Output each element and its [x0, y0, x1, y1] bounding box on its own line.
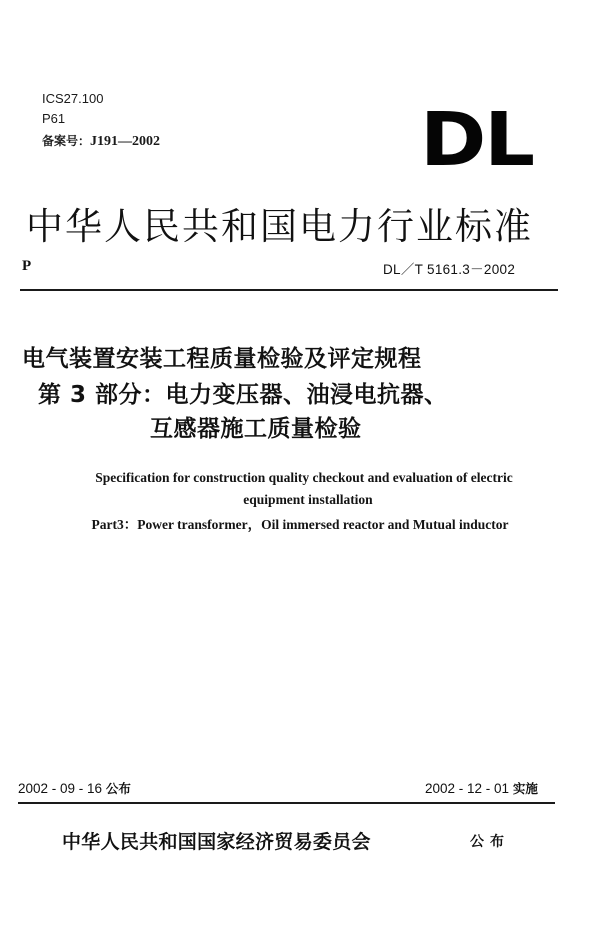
dl-logo: DL: [420, 97, 533, 183]
en-title-line-1: Specification for construction quality checkout and evaluation of electric: [95, 470, 513, 485]
cn-title-line-2: 第 3 部分：电力变压器、油浸电抗器、: [38, 382, 448, 408]
en-title-line-3: Part3：Power transformer，Oil immersed reactor and Mutual inductor: [91, 517, 509, 532]
issuing-action: 公布: [470, 834, 510, 850]
implement-date: 2002 - 12 - 01: [425, 781, 513, 796]
standard-number: DL／T 5161.3－2002: [383, 262, 516, 277]
publish-label: 公布: [105, 781, 131, 796]
classification-code: P61: [42, 111, 66, 126]
cn-title-line-1: 电气装置安装工程质量检验及评定规程: [22, 346, 422, 372]
implement-date-line: [425, 779, 538, 797]
record-number-line: [42, 132, 160, 150]
en-title-line-2: equipment installation: [243, 492, 373, 507]
standard-category: P: [22, 258, 32, 274]
record-label: 备案号：: [42, 134, 91, 148]
footer-divider: [18, 802, 555, 804]
publish-date: 2002 - 09 - 16: [18, 781, 106, 796]
cn-title-line-3: 互感器施工质量检验: [150, 416, 362, 442]
standard-title: 中华人民共和国电力行业标准: [26, 205, 533, 248]
issuing-authority: 中华人民共和国国家经济贸易委员会: [62, 831, 371, 853]
header-divider: [20, 289, 558, 291]
implement-label: 实施: [512, 781, 538, 796]
record-number: J191—2002: [90, 134, 161, 149]
ics-code: ICS27.100: [42, 91, 104, 106]
publish-date-line: [18, 779, 131, 797]
